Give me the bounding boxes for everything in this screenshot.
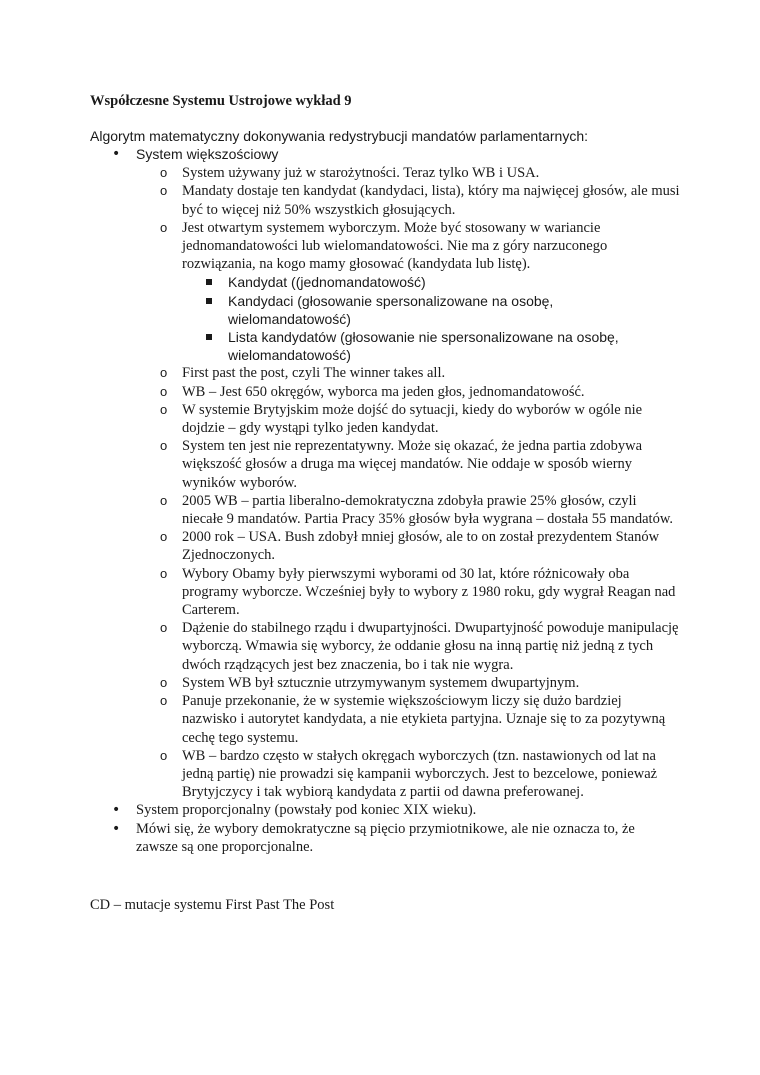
nested-item: Kandydat ((jednomandatowość) <box>182 273 680 291</box>
nested-item: Lista kandydatów (głosowanie nie spersonalizowane na osobę, wielomandatowość) <box>182 328 680 364</box>
sub-item-text: Jest otwartym systemem wyborczym. Może być stosowany w wariancie jednomandatowości lub wielomandatowości. Nie ma z góry narzuconego rozwiązania, na kogo mamy głosować (kandydata lub listę). <box>182 219 608 273</box>
sub-item: o System ten jest nie reprezentatywny. Może się okazać, że jedna partia zdobywa większość głosów a druga ma więcej mandatów. Nie oddaje w sposób wierny wyników wyborów. <box>136 437 680 492</box>
nested-list <box>182 273 680 364</box>
bullet-item <box>90 145 680 801</box>
sub-item: o WB – bardzo często w stałych okręgach wyborczych (tzn. nastawionych od lat na jedną partię) nie prowadzi się kampanii wyborczych. Jest to bezcelowe, ponieważ Brytyjczycy i tak wybiorą kandydata z partii od dawna preferowanej. <box>136 747 680 802</box>
sub-item: o Dążenie do stabilnego rządu i dwupartyjności. Dwupartyjność powoduje manipulację wyborczą. Wmawia się wyborcy, że oddanie głosu na inną partię niż jedną z tych dwóch rządzących jest bez znaczenia, bo i tak nie wygra. <box>136 619 680 674</box>
sub-list <box>136 164 680 801</box>
document-title: Współczesne Systemu Ustrojowe wykład 9 <box>90 93 352 109</box>
sub-item <box>136 219 680 365</box>
sub-item: o WB – Jest 650 okręgów, wyborca ma jeden głos, jednomandatowość. <box>136 383 680 401</box>
sub-item: o System używany już w starożytności. Teraz tylko WB i USA. <box>136 164 680 182</box>
bullet-item: • System proporcjonalny (powstały pod koniec XIX wieku). <box>90 801 680 819</box>
sub-item: o Panuje przekonanie, że w systemie większościowym liczy się dużo bardziej nazwisko i autorytet kandydata, a nie etykieta partyjna. Uznaje się to za pozytywną cechę tego systemu. <box>136 692 680 747</box>
sub-item: o 2005 WB – partia liberalno-demokratyczna zdobyła prawie 25% głosów, czyli niecałe 9 mandatów. Partia Pracy 35% głosów była wygrana – dostała 55 mandatów. <box>136 492 680 528</box>
sub-item: o System WB był sztucznie utrzymywanym systemem dwupartyjnym. <box>136 674 680 692</box>
bullet-text: System większościowy <box>136 146 279 162</box>
sub-item: o 2000 rok – USA. Bush zdobył mniej głosów, ale to on został prezydentem Stanów Zjednoczonych. <box>136 528 680 564</box>
sub-item: o Wybory Obamy były pierwszymi wyborami od 30 lat, które różnicowały oba programy wyborcze. Wcześniej były to wybory z 1980 roku, gdy wygrał Reagan nad Carterem. <box>136 565 680 620</box>
footer-note: CD – mutacje systemu First Past The Post <box>90 897 335 913</box>
sub-item: o W systemie Brytyjskim może dojść do sytuacji, kiedy do wyborów w ogóle nie dojdzie – gdy wystąpi tylko jeden kandydat. <box>136 401 680 437</box>
bullet-item: • Mówi się, że wybory demokratyczne są pięcio przymiotnikowe, ale nie oznacza to, że zawsze są one proporcjonalne. <box>90 820 680 856</box>
sub-item: o Mandaty dostaje ten kandydat (kandydaci, lista), który ma najwięcej głosów, ale musi być to więcej niż 50% wszystkich głosujących. <box>136 182 680 218</box>
main-bullet-list <box>90 145 680 856</box>
nested-item: Kandydaci (głosowanie spersonalizowane na osobę, wielomandatowość) <box>182 292 680 328</box>
intro-paragraph: Algorytm matematyczny dokonywania redystrybucji mandatów parlamentarnych: <box>90 128 588 144</box>
sub-item: o First past the post, czyli The winner takes all. <box>136 364 680 382</box>
